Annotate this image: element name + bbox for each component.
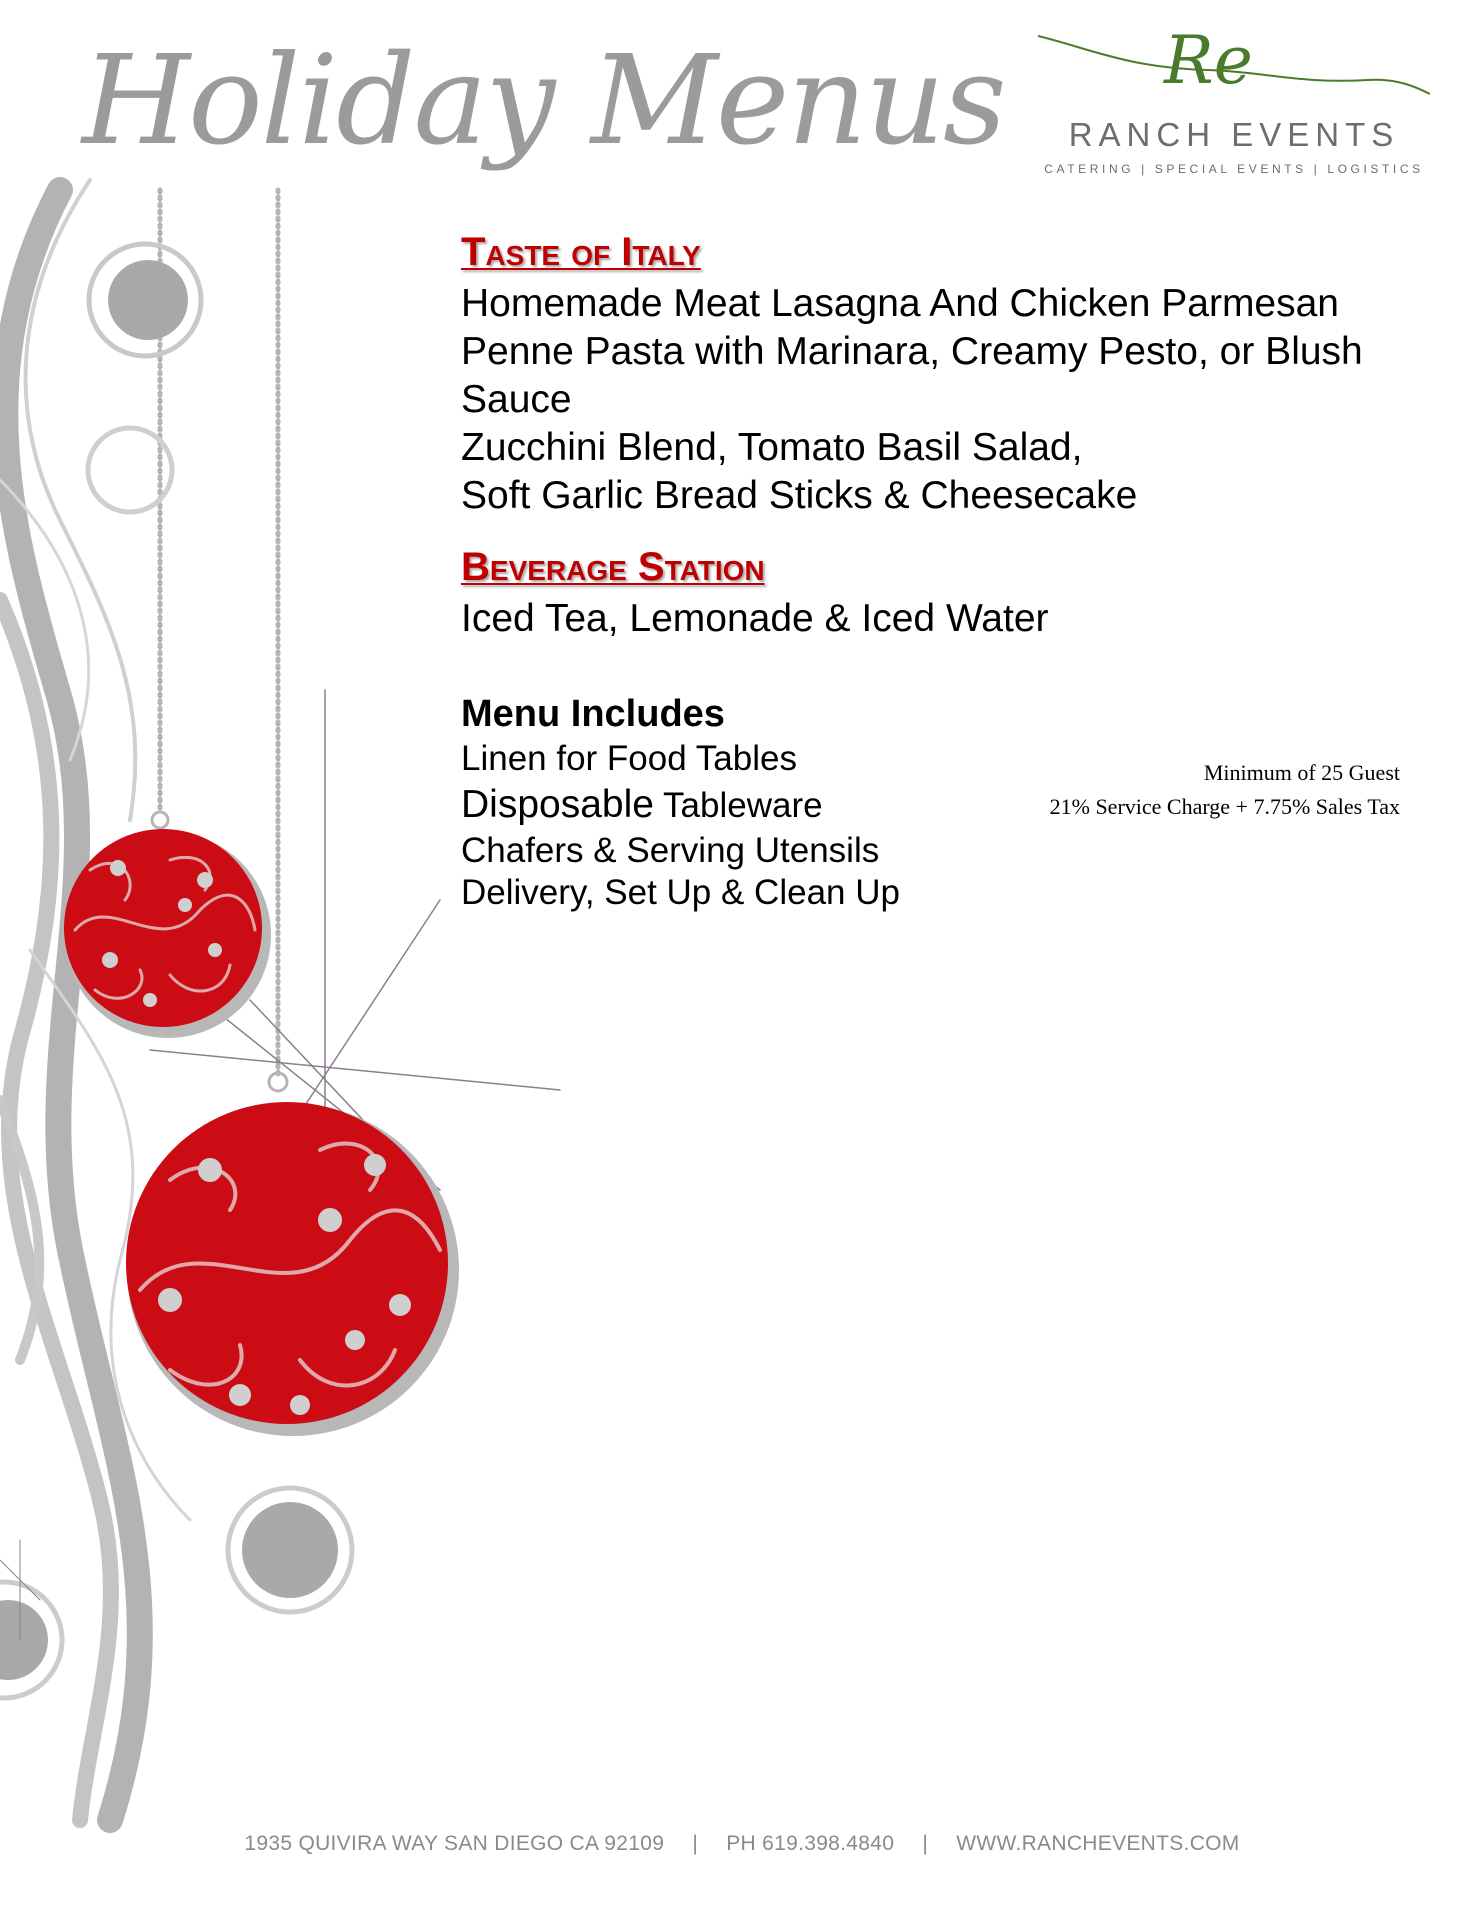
red-ornament-large — [126, 1102, 448, 1424]
includes-item-emphasis: Disposable — [461, 783, 654, 826]
ornament-cap-ring — [152, 812, 168, 828]
menu-line: Soft Garlic Bread Sticks & Cheesecake — [461, 474, 1138, 517]
page-title: Holiday Menus — [82, 29, 1005, 173]
logo-name: RANCH EVENTS — [1068, 116, 1400, 153]
logo-monogram: Re — [1164, 22, 1253, 99]
includes-item-rest: Tableware — [653, 786, 823, 825]
ranch-events-logo — [1038, 22, 1430, 188]
includes-item: Delivery, Set Up & Clean Up — [461, 873, 900, 912]
includes-item: Chafers & Serving Utensils — [461, 831, 880, 870]
logo-tagline: CATERING | SPECIAL EVENTS | LOGISTICS — [1044, 162, 1424, 176]
grey-bauble — [242, 1502, 338, 1598]
footer-separator: | — [922, 1832, 929, 1855]
includes-item — [461, 784, 823, 827]
menu-line: Penne Pasta with Marinara, Creamy Pesto, or Blush — [461, 330, 1363, 373]
footer-address: 1935 QUIVIRA WAY SAN DIEGO CA 92109 — [244, 1832, 665, 1855]
minimum-guest-note: Minimum of 25 Guest — [1203, 760, 1400, 785]
includes-item: Linen for Food Tables — [461, 739, 797, 778]
section-heading-beverage-station: Beverage Station — [461, 545, 765, 589]
footer-contact — [0, 1832, 1484, 1856]
footer-separator: | — [692, 1832, 699, 1855]
menu-includes-heading: Menu Includes — [461, 693, 725, 735]
grey-bauble — [0, 1600, 48, 1680]
menu-line: Homemade Meat Lasagna And Chicken Parmesan — [461, 282, 1339, 325]
footer-phone: PH 619.398.4840 — [726, 1832, 895, 1855]
menu-line: Sauce — [461, 378, 572, 421]
section-heading-taste-of-italy: Taste of Italy — [461, 230, 701, 274]
menu-line: Zucchini Blend, Tomato Basil Salad, — [461, 426, 1083, 469]
service-charge-note: 21% Service Charge + 7.75% Sales Tax — [1049, 794, 1400, 819]
footer-website[interactable]: WWW.RANCHEVENTS.COM — [956, 1832, 1240, 1855]
menu-line: Iced Tea, Lemonade & Iced Water — [461, 597, 1049, 640]
grey-bauble — [108, 260, 188, 340]
